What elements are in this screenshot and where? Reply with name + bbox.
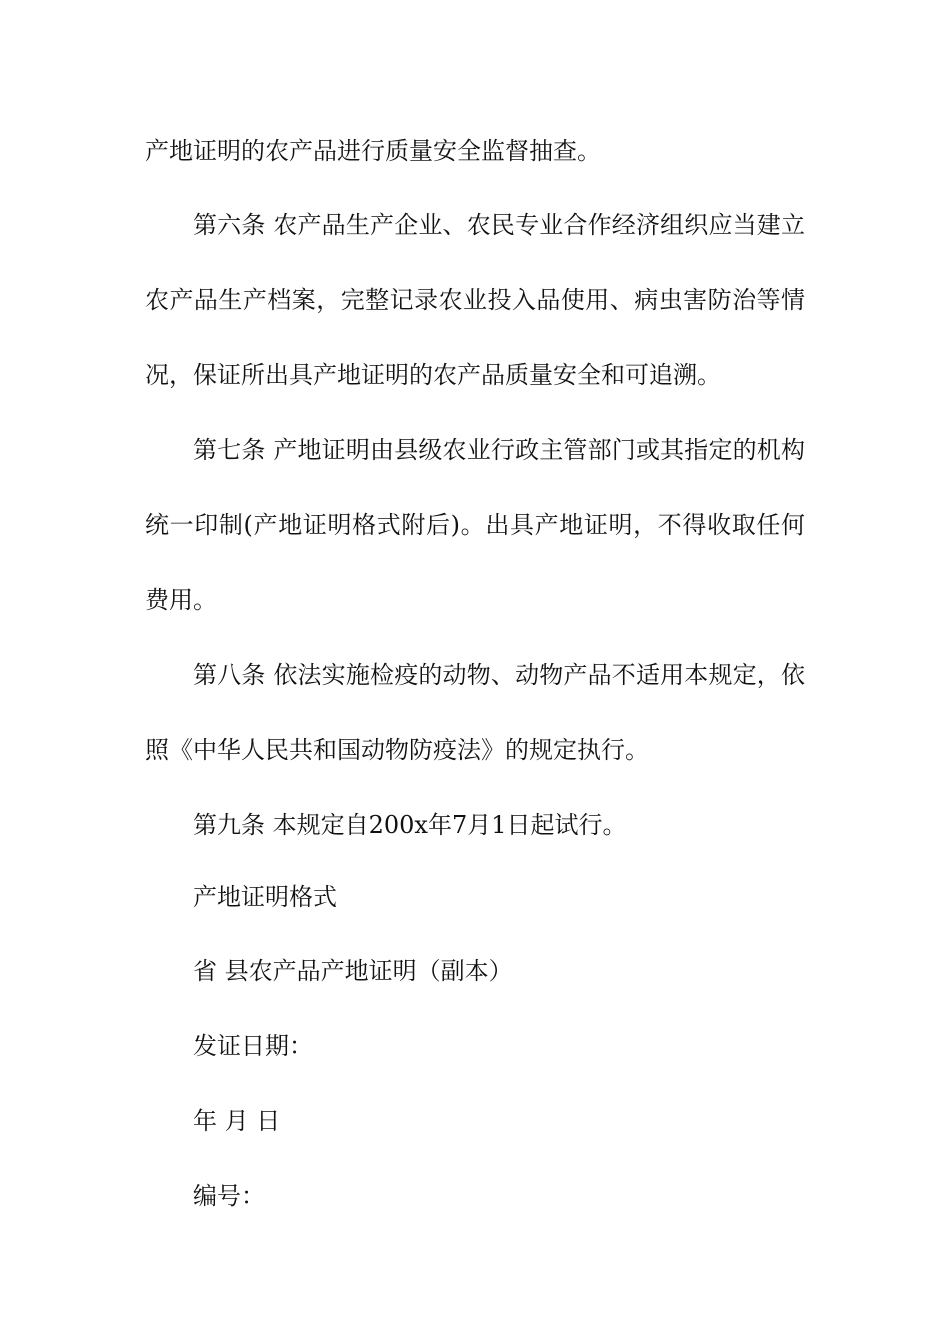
article-6-line-1: 第六条 农产品生产企业、农民专业合作经济组织应当建立 bbox=[193, 211, 805, 239]
paragraph-line: 产地证明的农产品进行质量安全监督抽查。 bbox=[145, 137, 601, 165]
article-6-line-3: 况，保证所出具产地证明的农产品质量安全和可追溯。 bbox=[145, 361, 721, 389]
certificate-format-heading: 产地证明格式 bbox=[193, 883, 337, 911]
article-6-line-2: 农产品生产档案，完整记录农业投入品使用、病虫害防治等情 bbox=[145, 286, 805, 314]
article-7-line-3: 费用。 bbox=[145, 586, 217, 614]
article-7-line-2: 统一印制(产地证明格式附后)。出具产地证明，不得收取任何 bbox=[145, 511, 805, 539]
certificate-title: 省 县农产品产地证明（副本） bbox=[193, 957, 513, 985]
issue-date-label: 发证日期： bbox=[193, 1032, 313, 1060]
article-9-line: 第九条 本规定自200x年7月1日起试行。 bbox=[193, 811, 627, 839]
article-7-line-1: 第七条 产地证明由县级农业行政主管部门或其指定的机构 bbox=[193, 436, 805, 464]
article-8-line-2: 照《中华人民共和国动物防疫法》的规定执行。 bbox=[145, 736, 649, 764]
serial-number-label: 编号： bbox=[193, 1182, 265, 1210]
date-fields: 年 月 日 bbox=[193, 1107, 281, 1135]
article-8-line-1: 第八条 依法实施检疫的动物、动物产品不适用本规定，依 bbox=[193, 661, 805, 689]
